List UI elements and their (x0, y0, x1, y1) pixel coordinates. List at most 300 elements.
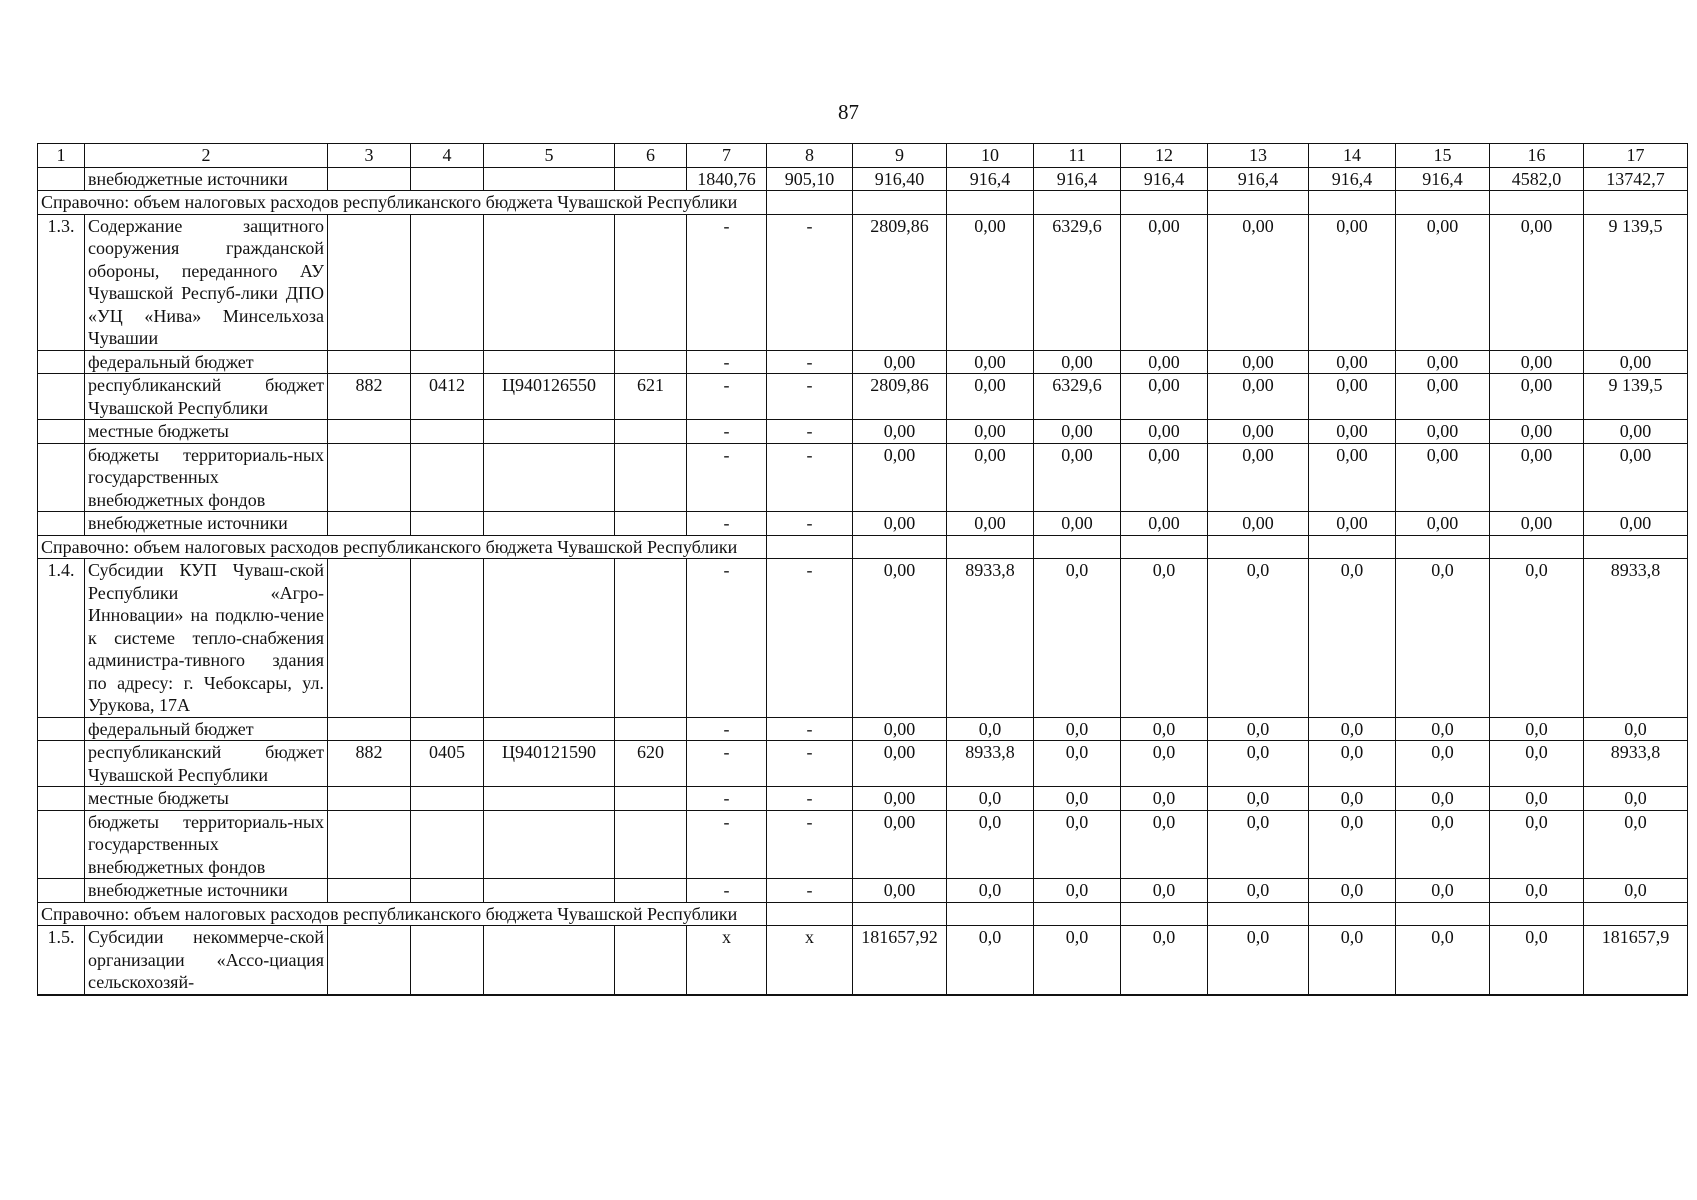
funding-source-row (38, 787, 1688, 811)
target-article-code (484, 559, 615, 718)
value-col-11: 0,0 (1034, 926, 1121, 995)
value-col-16: 0,0 (1490, 926, 1584, 995)
value-col-10: 8933,8 (947, 559, 1034, 718)
empty-cell (1034, 191, 1121, 215)
value-col-10: 0,0 (947, 787, 1034, 811)
section-code: 0405 (411, 741, 484, 787)
row-number: 1.4. (38, 559, 85, 718)
value-col-11: 916,4 (1034, 167, 1121, 191)
value-col-11: 0,0 (1034, 810, 1121, 879)
row-number (38, 512, 85, 536)
value-col-15: 0,0 (1396, 926, 1490, 995)
value-col-9: 0,00 (853, 559, 947, 718)
column-number-12: 12 (1121, 144, 1208, 168)
value-col-10: 8933,8 (947, 741, 1034, 787)
value-col-9: 0,00 (853, 512, 947, 536)
value-col-13: 0,00 (1208, 214, 1309, 350)
funding-source-label: внебюджетные источники (85, 167, 328, 191)
row-number: 1.3. (38, 214, 85, 350)
column-number-16: 16 (1490, 144, 1584, 168)
column-number-15: 15 (1396, 144, 1490, 168)
row-number (38, 879, 85, 903)
funding-source-label: федеральный бюджет (85, 350, 328, 374)
row-number (38, 420, 85, 444)
value-col-8: - (767, 350, 853, 374)
value-col-11: 0,0 (1034, 559, 1121, 718)
column-number-9: 9 (853, 144, 947, 168)
page-number: 87 (838, 100, 859, 124)
value-col-11: 0,00 (1034, 443, 1121, 512)
value-col-12: 0,00 (1121, 443, 1208, 512)
value-col-11: 0,00 (1034, 420, 1121, 444)
funding-source-label: местные бюджеты (85, 420, 328, 444)
grbs-code (328, 879, 411, 903)
column-number-row (38, 144, 1688, 168)
column-number-4: 4 (411, 144, 484, 168)
section-code (411, 559, 484, 718)
value-col-12: 0,0 (1121, 926, 1208, 995)
empty-cell (1396, 191, 1490, 215)
value-col-12: 0,0 (1121, 741, 1208, 787)
value-col-8: - (767, 420, 853, 444)
column-number-3: 3 (328, 144, 411, 168)
value-col-13: 0,0 (1208, 717, 1309, 741)
value-col-11: 0,00 (1034, 350, 1121, 374)
value-col-10: 0,0 (947, 926, 1034, 995)
value-col-8: - (767, 810, 853, 879)
target-article-code (484, 214, 615, 350)
reference-note: Справочно: объем налоговых расходов республиканского бюджета Чувашской Республики (38, 902, 767, 926)
empty-cell (1584, 902, 1688, 926)
grbs-code (328, 512, 411, 536)
value-col-12: 0,00 (1121, 350, 1208, 374)
row-number (38, 810, 85, 879)
value-col-17: 0,0 (1584, 787, 1688, 811)
column-number-6: 6 (615, 144, 687, 168)
empty-cell (1490, 902, 1584, 926)
measure-name: Субсидии КУП Чуваш-ской Республики «Агро-Инновации» на подклю-чение к системе тепло-снабжения администра-тивного здания по адресу: г. Чебоксары, ул. Урукова, 17А (85, 559, 328, 718)
column-number-8: 8 (767, 144, 853, 168)
funding-source-label: местные бюджеты (85, 787, 328, 811)
column-number-1: 1 (38, 144, 85, 168)
row-number (38, 167, 85, 191)
row-number (38, 443, 85, 512)
grbs-code (328, 810, 411, 879)
expense-type-code (615, 810, 687, 879)
value-col-7: - (687, 350, 767, 374)
empty-cell (1490, 535, 1584, 559)
funding-source-label: республиканский бюджет Чувашской Республики (85, 374, 328, 420)
empty-cell (1208, 902, 1309, 926)
empty-cell (1121, 535, 1208, 559)
value-col-10: 0,00 (947, 214, 1034, 350)
funding-source-row (38, 420, 1688, 444)
value-col-14: 0,0 (1309, 810, 1396, 879)
funding-source-label: федеральный бюджет (85, 717, 328, 741)
value-col-11: 6329,6 (1034, 214, 1121, 350)
measure-name: Содержание защитного сооружения гражданской обороны, переданного АУ Чувашской Респуб-лики ДПО «УЦ «Нива» Минсельхоза Чувашии (85, 214, 328, 350)
column-number-10: 10 (947, 144, 1034, 168)
value-col-9: 0,00 (853, 350, 947, 374)
value-col-9: 0,00 (853, 420, 947, 444)
value-col-9: 0,00 (853, 787, 947, 811)
value-col-11: 0,0 (1034, 741, 1121, 787)
value-col-14: 0,00 (1309, 420, 1396, 444)
value-col-16: 0,0 (1490, 741, 1584, 787)
value-col-9: 2809,86 (853, 214, 947, 350)
value-col-16: 4582,0 (1490, 167, 1584, 191)
grbs-code (328, 559, 411, 718)
funding-source-label: внебюджетные источники (85, 512, 328, 536)
value-col-9: 0,00 (853, 810, 947, 879)
value-col-14: 0,00 (1309, 374, 1396, 420)
empty-cell (1396, 902, 1490, 926)
target-article-code (484, 420, 615, 444)
column-number-14: 14 (1309, 144, 1396, 168)
funding-source-row (38, 810, 1688, 879)
value-col-7: - (687, 214, 767, 350)
value-col-17: 0,00 (1584, 443, 1688, 512)
value-col-12: 916,4 (1121, 167, 1208, 191)
value-col-7: - (687, 810, 767, 879)
column-number-11: 11 (1034, 144, 1121, 168)
value-col-12: 0,00 (1121, 512, 1208, 536)
row-number (38, 350, 85, 374)
value-col-17: 13742,7 (1584, 167, 1688, 191)
value-col-15: 0,0 (1396, 741, 1490, 787)
measure-row (38, 214, 1688, 350)
funding-source-label: бюджеты территориаль-ных государственных внебюджетных фондов (85, 443, 328, 512)
value-col-10: 0,00 (947, 443, 1034, 512)
value-col-7: х (687, 926, 767, 995)
empty-cell (947, 902, 1034, 926)
expense-type-code (615, 512, 687, 536)
value-col-9: 0,00 (853, 741, 947, 787)
empty-cell (1309, 535, 1396, 559)
expense-type-code (615, 559, 687, 718)
funding-source-row (38, 443, 1688, 512)
value-col-7: 1840,76 (687, 167, 767, 191)
funding-source-label: бюджеты территориаль-ных государственных внебюджетных фондов (85, 810, 328, 879)
value-col-10: 0,00 (947, 374, 1034, 420)
value-col-14: 0,00 (1309, 350, 1396, 374)
value-col-12: 0,0 (1121, 810, 1208, 879)
value-col-17: 8933,8 (1584, 559, 1688, 718)
section-code (411, 512, 484, 536)
reference-note-row (38, 191, 1688, 215)
value-col-13: 0,0 (1208, 879, 1309, 903)
budget-table (37, 143, 1688, 996)
value-col-8: - (767, 512, 853, 536)
value-col-14: 0,00 (1309, 443, 1396, 512)
funding-source-row (38, 717, 1688, 741)
value-col-12: 0,00 (1121, 420, 1208, 444)
expense-type-code (615, 420, 687, 444)
value-col-15: 0,0 (1396, 879, 1490, 903)
value-col-16: 0,0 (1490, 559, 1584, 718)
value-col-15: 0,00 (1396, 443, 1490, 512)
value-col-13: 916,4 (1208, 167, 1309, 191)
value-col-16: 0,0 (1490, 879, 1584, 903)
measure-name: Субсидии некоммерче-ской организации «Ассо-циация сельскохозяй- (85, 926, 328, 995)
value-col-9: 916,40 (853, 167, 947, 191)
value-col-10: 916,4 (947, 167, 1034, 191)
section-code: 0412 (411, 374, 484, 420)
value-col-7: - (687, 787, 767, 811)
value-col-8: - (767, 787, 853, 811)
value-col-13: 0,0 (1208, 810, 1309, 879)
expense-type-code (615, 926, 687, 995)
value-col-12: 0,00 (1121, 214, 1208, 350)
value-col-10: 0,00 (947, 420, 1034, 444)
value-col-14: 0,0 (1309, 879, 1396, 903)
expense-type-code (615, 717, 687, 741)
value-col-17: 0,00 (1584, 350, 1688, 374)
value-col-12: 0,0 (1121, 787, 1208, 811)
value-col-9: 181657,92 (853, 926, 947, 995)
row-number (38, 741, 85, 787)
value-col-13: 0,0 (1208, 559, 1309, 718)
section-code (411, 350, 484, 374)
value-col-7: - (687, 559, 767, 718)
empty-cell (1121, 902, 1208, 926)
measure-row (38, 559, 1688, 718)
empty-cell (1208, 535, 1309, 559)
empty-cell (767, 191, 853, 215)
row-number: 1.5. (38, 926, 85, 995)
empty-cell (1034, 535, 1121, 559)
section-code (411, 879, 484, 903)
value-col-13: 0,00 (1208, 350, 1309, 374)
value-col-16: 0,0 (1490, 787, 1584, 811)
empty-cell (947, 535, 1034, 559)
row-number (38, 787, 85, 811)
grbs-code (328, 350, 411, 374)
value-col-17: 0,0 (1584, 810, 1688, 879)
funding-source-label: внебюджетные источники (85, 879, 328, 903)
expense-type-code (615, 214, 687, 350)
reference-note: Справочно: объем налоговых расходов республиканского бюджета Чувашской Республики (38, 191, 767, 215)
value-col-15: 0,00 (1396, 350, 1490, 374)
empty-cell (1309, 902, 1396, 926)
empty-cell (853, 535, 947, 559)
section-code (411, 420, 484, 444)
target-article-code: Ц940126550 (484, 374, 615, 420)
value-col-16: 0,00 (1490, 512, 1584, 536)
empty-cell (1584, 191, 1688, 215)
expense-type-code (615, 787, 687, 811)
value-col-13: 0,0 (1208, 741, 1309, 787)
value-col-17: 0,00 (1584, 512, 1688, 536)
section-code (411, 926, 484, 995)
funding-source-label: республиканский бюджет Чувашской Республики (85, 741, 328, 787)
column-number-5: 5 (484, 144, 615, 168)
target-article-code (484, 717, 615, 741)
empty-cell (1309, 191, 1396, 215)
empty-cell (767, 902, 853, 926)
value-col-17: 9 139,5 (1584, 214, 1688, 350)
value-col-16: 0,00 (1490, 350, 1584, 374)
reference-note: Справочно: объем налоговых расходов республиканского бюджета Чувашской Республики (38, 535, 767, 559)
column-number-2: 2 (85, 144, 328, 168)
row-number (38, 717, 85, 741)
funding-source-row (38, 879, 1688, 903)
value-col-13: 0,00 (1208, 420, 1309, 444)
value-col-14: 0,0 (1309, 787, 1396, 811)
value-col-9: 0,00 (853, 717, 947, 741)
value-col-10: 0,0 (947, 879, 1034, 903)
target-article-code (484, 879, 615, 903)
value-col-16: 0,00 (1490, 420, 1584, 444)
column-number-7: 7 (687, 144, 767, 168)
funding-source-row (38, 167, 1688, 191)
target-article-code: Ц940121590 (484, 741, 615, 787)
empty-cell (1584, 535, 1688, 559)
empty-cell (853, 191, 947, 215)
value-col-12: 0,0 (1121, 717, 1208, 741)
value-col-17: 0,00 (1584, 420, 1688, 444)
section-code (411, 787, 484, 811)
section-code (411, 443, 484, 512)
empty-cell (767, 535, 853, 559)
value-col-12: 0,00 (1121, 374, 1208, 420)
value-col-16: 0,00 (1490, 374, 1584, 420)
empty-cell (1396, 535, 1490, 559)
value-col-15: 0,00 (1396, 512, 1490, 536)
expense-type-code (615, 879, 687, 903)
grbs-code (328, 717, 411, 741)
value-col-14: 916,4 (1309, 167, 1396, 191)
value-col-12: 0,0 (1121, 559, 1208, 718)
value-col-13: 0,00 (1208, 374, 1309, 420)
value-col-16: 0,00 (1490, 214, 1584, 350)
expense-type-code (615, 443, 687, 512)
empty-cell (1034, 902, 1121, 926)
row-number (38, 374, 85, 420)
value-col-11: 6329,6 (1034, 374, 1121, 420)
value-col-7: - (687, 443, 767, 512)
expense-type-code (615, 167, 687, 191)
target-article-code (484, 512, 615, 536)
value-col-15: 0,0 (1396, 787, 1490, 811)
value-col-16: 0,0 (1490, 810, 1584, 879)
value-col-17: 0,0 (1584, 717, 1688, 741)
value-col-8: - (767, 559, 853, 718)
value-col-17: 0,0 (1584, 879, 1688, 903)
value-col-15: 0,0 (1396, 717, 1490, 741)
funding-source-row (38, 741, 1688, 787)
value-col-11: 0,0 (1034, 787, 1121, 811)
value-col-8: - (767, 717, 853, 741)
expense-type-code (615, 350, 687, 374)
value-col-13: 0,0 (1208, 787, 1309, 811)
value-col-13: 0,00 (1208, 443, 1309, 512)
empty-cell (853, 902, 947, 926)
funding-source-row (38, 350, 1688, 374)
value-col-7: - (687, 512, 767, 536)
value-col-8: - (767, 741, 853, 787)
grbs-code (328, 420, 411, 444)
value-col-17: 9 139,5 (1584, 374, 1688, 420)
section-code (411, 810, 484, 879)
target-article-code (484, 350, 615, 374)
value-col-8: 905,10 (767, 167, 853, 191)
value-col-8: - (767, 214, 853, 350)
value-col-8: - (767, 374, 853, 420)
value-col-13: 0,0 (1208, 926, 1309, 995)
target-article-code (484, 926, 615, 995)
value-col-14: 0,0 (1309, 926, 1396, 995)
section-code (411, 167, 484, 191)
value-col-10: 0,00 (947, 350, 1034, 374)
value-col-11: 0,0 (1034, 879, 1121, 903)
grbs-code (328, 214, 411, 350)
value-col-10: 0,0 (947, 717, 1034, 741)
grbs-code: 882 (328, 374, 411, 420)
value-col-10: 0,00 (947, 512, 1034, 536)
value-col-8: - (767, 443, 853, 512)
value-col-11: 0,0 (1034, 717, 1121, 741)
grbs-code (328, 787, 411, 811)
value-col-7: - (687, 879, 767, 903)
grbs-code: 882 (328, 741, 411, 787)
target-article-code (484, 810, 615, 879)
section-code (411, 717, 484, 741)
value-col-16: 0,00 (1490, 443, 1584, 512)
value-col-12: 0,0 (1121, 879, 1208, 903)
value-col-17: 8933,8 (1584, 741, 1688, 787)
value-col-8: - (767, 879, 853, 903)
funding-source-row (38, 374, 1688, 420)
value-col-9: 2809,86 (853, 374, 947, 420)
funding-source-row (38, 512, 1688, 536)
column-number-13: 13 (1208, 144, 1309, 168)
target-article-code (484, 167, 615, 191)
value-col-15: 916,4 (1396, 167, 1490, 191)
value-col-14: 0,00 (1309, 512, 1396, 536)
value-col-14: 0,0 (1309, 559, 1396, 718)
value-col-16: 0,0 (1490, 717, 1584, 741)
value-col-14: 0,00 (1309, 214, 1396, 350)
value-col-11: 0,00 (1034, 512, 1121, 536)
value-col-14: 0,0 (1309, 741, 1396, 787)
empty-cell (1121, 191, 1208, 215)
value-col-13: 0,00 (1208, 512, 1309, 536)
value-col-15: 0,00 (1396, 214, 1490, 350)
target-article-code (484, 443, 615, 512)
value-col-15: 0,00 (1396, 420, 1490, 444)
expense-type-code: 621 (615, 374, 687, 420)
target-article-code (484, 787, 615, 811)
value-col-15: 0,0 (1396, 810, 1490, 879)
value-col-15: 0,00 (1396, 374, 1490, 420)
table-body (38, 167, 1688, 995)
section-code (411, 214, 484, 350)
value-col-9: 0,00 (853, 879, 947, 903)
grbs-code (328, 443, 411, 512)
value-col-15: 0,0 (1396, 559, 1490, 718)
empty-cell (1208, 191, 1309, 215)
grbs-code (328, 926, 411, 995)
value-col-9: 0,00 (853, 443, 947, 512)
measure-row (38, 926, 1688, 995)
grbs-code (328, 167, 411, 191)
reference-note-row (38, 535, 1688, 559)
empty-cell (947, 191, 1034, 215)
column-number-17: 17 (1584, 144, 1688, 168)
value-col-7: - (687, 374, 767, 420)
value-col-7: - (687, 420, 767, 444)
